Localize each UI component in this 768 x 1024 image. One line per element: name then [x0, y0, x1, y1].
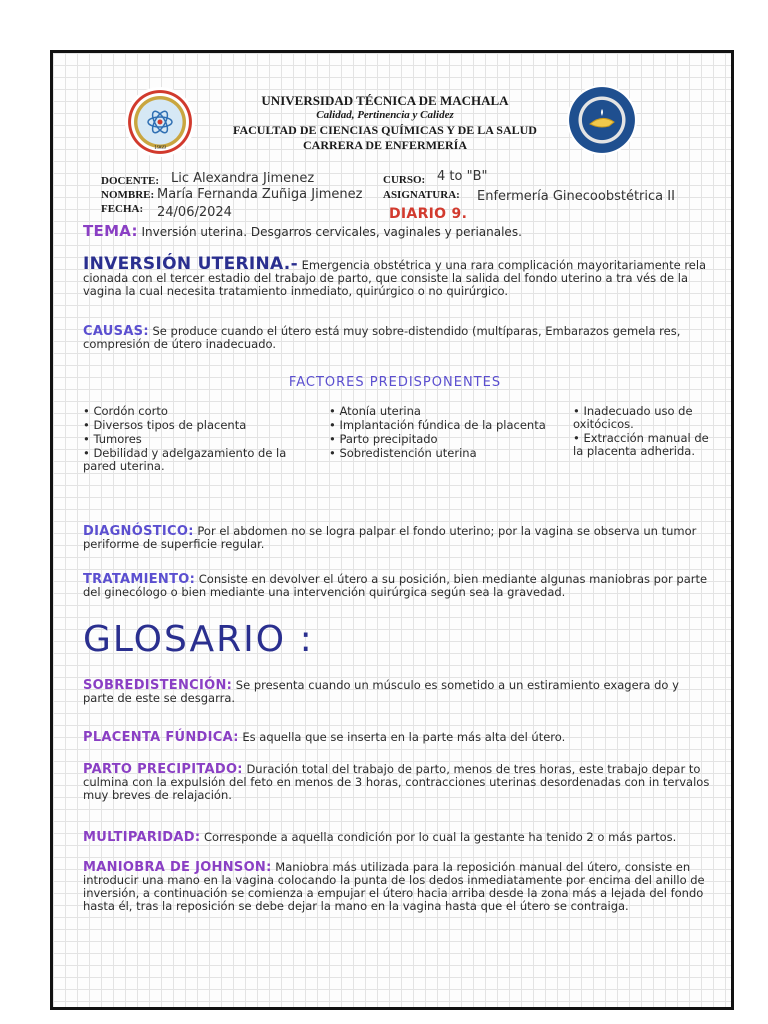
asignatura-label: ASIGNATURA:: [383, 189, 460, 201]
factores-col-3: [573, 405, 713, 459]
factor-item: • Cordón corto: [83, 404, 168, 418]
curso-label: CURSO:: [383, 174, 426, 186]
tratamiento-label: TRATAMIENTO:: [83, 572, 196, 587]
factor-item: • Implantación fúndica de la placenta: [329, 418, 546, 432]
faculty-name: FACULTAD DE CIENCIAS QUÍMICAS Y DE LA SALUD: [233, 123, 537, 137]
diagnostico-label: DIAGNÓSTICO:: [83, 524, 194, 539]
notebook-page: [50, 50, 734, 1010]
factor-item: • Debilidad y adelgazamiento de la pared uterina.: [83, 446, 287, 473]
glossary-definition: Se presenta cuando un músculo es sometido a un estiramiento exagera do y parte de este se desgarra.: [83, 678, 679, 705]
fecha-label: FECHA:: [101, 203, 144, 215]
glossary-entry: [83, 861, 713, 913]
factor-item: • Sobredistención uterina: [329, 446, 477, 460]
glossary-definition: Duración total del trabajo de parto, menos de tres horas, este trabajo depar to culmina con la expulsión del feto en menos de 3 horas, contracciones uterinas desordenadas con in tervalos muy breves de relajación.: [83, 762, 710, 802]
factor-item: • Tumores: [83, 432, 142, 446]
fecha-value: 24/06/2024: [157, 205, 232, 220]
career-name: CARRERA DE ENFERMERÍA: [302, 138, 467, 152]
tratamiento-section: [83, 573, 713, 599]
factor-item: • Diversos tipos de placenta: [83, 418, 247, 432]
causas-text: Se produce cuando el útero está muy sobre-distendido (multíparas, Embarazos gemela res, compresión de útero inadecuado.: [83, 324, 681, 351]
glossary-entry: [83, 679, 713, 705]
glossary-term: PLACENTA FÚNDICA:: [83, 730, 239, 745]
glossary-term: MULTIPARIDAD:: [83, 830, 201, 845]
glossary-definition: Es aquella que se inserta en la parte más alta del útero.: [242, 730, 566, 744]
glossary-definition: Maniobra más utilizada para la reposición manual del útero, consiste en introducir una mano en la vagina colocando la punta de los dedos inmediatamente por encima del anillo de inversión, a continuación se comienza a empujar el útero hacia arriba desde la zona más a lejada del fondo hasta él, tras la reposición se debe dejar la mano en la vagina hasta que el útero se contraiga.: [83, 860, 705, 913]
inversion-section: [83, 254, 713, 298]
tema-section: [83, 222, 713, 240]
causas-label: CAUSAS:: [83, 324, 149, 339]
docente-label: DOCENTE:: [101, 175, 160, 187]
glossary-entry: [83, 763, 713, 802]
factor-item: • Parto precipitado: [329, 432, 438, 446]
diagnostico-text: Por el abdomen no se logra palpar el fondo uterino; por la vagina se observa un tumor periforme de superficie regular.: [83, 524, 697, 551]
tema-text: Inversión uterina. Desgarros cervicales, vaginales y perianales.: [141, 225, 522, 239]
lamp-icon: [587, 108, 617, 132]
university-name: UNIVERSIDAD TÉCNICA DE MACHALA: [261, 93, 509, 108]
diagnostico-section: [83, 525, 713, 551]
glossary-entry: [83, 731, 713, 744]
nursing-seal-right: [567, 85, 637, 155]
university-motto: Calidad, Pertinencia y Calidez: [316, 109, 454, 121]
factores-col-1: [83, 405, 318, 474]
curso-value: 4 to "B": [437, 169, 488, 184]
tema-label: TEMA:: [83, 222, 138, 240]
nombre-value: María Fernanda Zuñiga Jimenez: [157, 187, 363, 202]
glossary-entry: [83, 831, 713, 844]
atom-icon: [145, 107, 175, 137]
inversion-text: Emergencia obstétrica y una rara complicación mayoritariamente rela cionada con el tercer estadio del trabajo de parto, que consiste la salida del fondo uterino a tra vés de la vagina la cual necesita tratamiento inmediato, quirúrgico o no quirúrgico.: [83, 258, 707, 298]
diario-number: DIARIO 9.: [389, 206, 468, 222]
tratamiento-text: Consiste en devolver el útero a su posición, bien mediante algunas maniobras por parte del ginecólogo o bien mediante una intervención quirúrgica según sea la gravedad.: [83, 572, 708, 599]
glosario-title: GLOSARIO :: [83, 619, 314, 660]
university-seal-left: [125, 87, 195, 157]
factor-item: • Extracción manual de la placenta adherida.: [573, 431, 709, 458]
nombre-label: NOMBRE:: [101, 189, 155, 201]
factores-title: FACTORES PREDISPONENTES: [288, 375, 502, 390]
docente-value: Lic Alexandra Jimenez: [171, 171, 315, 186]
factor-item: • Inadecuado uso de oxitócicos.: [573, 404, 693, 431]
glossary-term: SOBREDISTENCIÓN:: [83, 678, 233, 693]
factores-col-2: [329, 405, 564, 461]
glossary-definition: Corresponde a aquella condición por lo cual la gestante ha tenido 2 o más partos.: [203, 830, 677, 844]
glossary-term: MANIOBRA DE JOHNSON:: [83, 860, 272, 875]
seal-year: 1969: [154, 145, 166, 151]
inversion-title: INVERSIÓN UTERINA.-: [83, 254, 298, 274]
glossary-term: PARTO PRECIPITADO:: [83, 762, 243, 777]
factor-item: • Atonía uterina: [329, 404, 421, 418]
asignatura-value: Enfermería Ginecoobstétrica II: [477, 189, 675, 204]
causas-section: [83, 325, 713, 351]
